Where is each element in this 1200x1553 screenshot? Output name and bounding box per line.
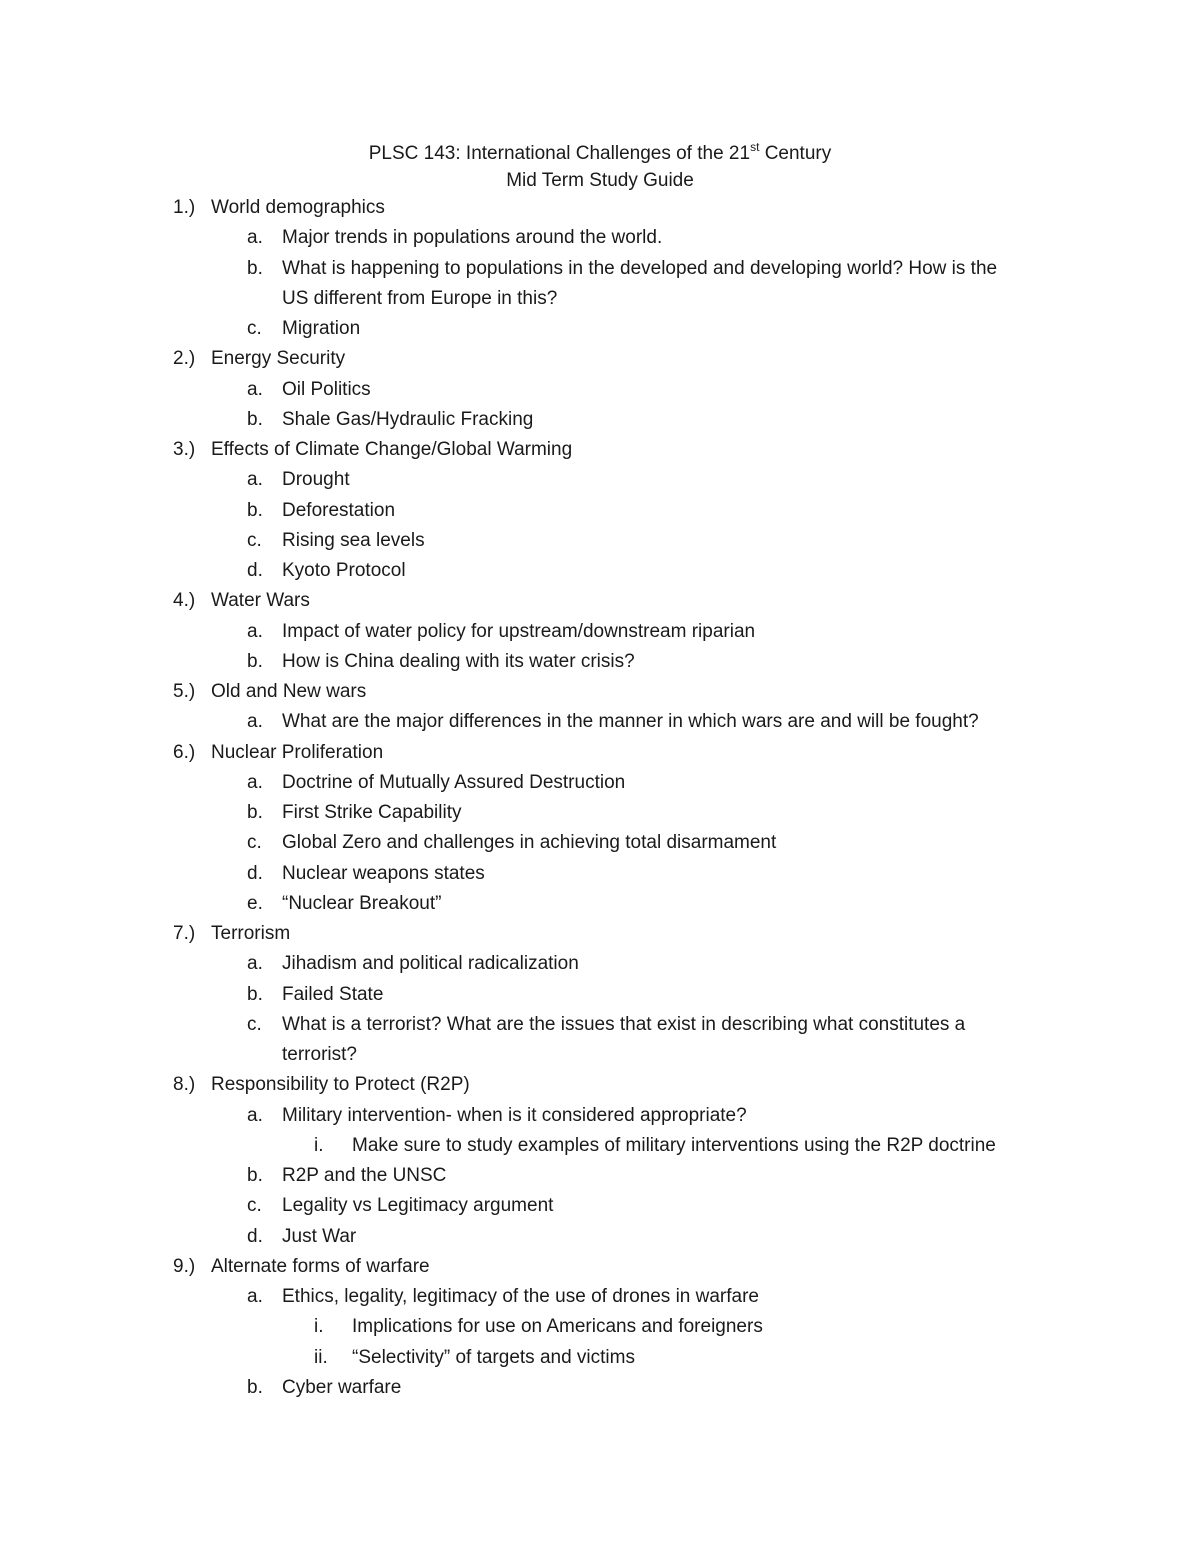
outline-marker: a.: [247, 953, 263, 975]
outline-marker: c.: [247, 1013, 262, 1035]
outline-text: terrorist?: [282, 1044, 357, 1065]
outline-text: What are the major differences in the manner in which wars are and will be fought?: [282, 711, 979, 733]
outline-text: Migration: [282, 318, 361, 339]
outline-marker: c.: [247, 832, 262, 854]
outline-marker: i.: [314, 1134, 324, 1156]
outline-marker: c.: [247, 529, 262, 551]
outline-marker: b.: [247, 983, 263, 1005]
outline-marker: d.: [247, 1225, 263, 1247]
outline-text: Impact of water policy for upstream/downstream riparian: [282, 620, 756, 642]
outline-marker: a.: [247, 469, 263, 491]
outline-marker: b.: [247, 257, 263, 279]
outline-text: Alternate forms of warfare: [211, 1255, 430, 1277]
title-superscript: st: [750, 140, 760, 154]
outline-text: US different from Europe in this?: [282, 287, 558, 309]
outline-marker: 2.): [173, 348, 196, 370]
outline-text: “Nuclear Breakout”: [282, 892, 442, 914]
outline-marker: 5.): [173, 681, 196, 702]
outline-marker: b.: [247, 1165, 263, 1186]
outline-marker: c.: [247, 1195, 262, 1217]
outline-text: Doctrine of Mutually Assured Destruction: [282, 771, 626, 793]
outline-text: Water Wars: [211, 590, 310, 612]
outline-text: Nuclear Proliferation: [211, 741, 384, 763]
outline-text: World demographics: [211, 197, 385, 218]
outline-marker: 9.): [173, 1255, 196, 1277]
outline-marker: 4.): [173, 590, 196, 612]
outline-text: Military intervention- when is it considered appropriate?: [282, 1104, 747, 1126]
outline-text: Cyber warfare: [282, 1376, 402, 1398]
outline-text: Deforestation: [282, 499, 396, 521]
outline-marker: 7.): [173, 923, 196, 944]
outline-text: Major trends in populations around the world.: [282, 227, 663, 249]
outline-text: What is a terrorist? What are the issues that exist in describing what constitutes a: [282, 1013, 966, 1035]
outline-text: Global Zero and challenges in achieving total disarmament: [282, 832, 777, 854]
outline-marker: c.: [247, 318, 262, 339]
outline-text: Jihadism and political radicalization: [282, 953, 579, 975]
outline-text: Effects of Climate Change/Global Warming: [211, 439, 573, 460]
outline-marker: d.: [247, 560, 263, 581]
outline-text: First Strike Capability: [282, 802, 462, 823]
outline-marker: 6.): [173, 741, 196, 763]
outline-marker: 1.): [173, 197, 196, 218]
outline-text: Energy Security: [211, 348, 346, 370]
outline-text: “Selectivity” of targets and victims: [352, 1346, 635, 1368]
outline-marker: b.: [247, 650, 263, 672]
outline-text: Nuclear weapons states: [282, 862, 485, 884]
outline-text: Kyoto Protocol: [282, 560, 406, 581]
outline-marker: b.: [247, 408, 263, 430]
outline-marker: a.: [247, 227, 263, 249]
outline-marker: d.: [247, 862, 263, 884]
outline-text: Shale Gas/Hydraulic Fracking: [282, 408, 534, 430]
outline-text: R2P and the UNSC: [282, 1165, 447, 1186]
outline-marker: a.: [247, 711, 263, 733]
outline-text: Failed State: [282, 983, 384, 1005]
title-end: Century: [759, 143, 832, 164]
outline-text: Terrorism: [211, 923, 291, 944]
outline-text: Oil Politics: [282, 378, 371, 400]
outline-marker: a.: [247, 378, 263, 400]
outline-text: Drought: [282, 469, 350, 491]
title-main: PLSC 143: International Challenges of the 21: [368, 143, 751, 164]
outline-text: What is happening to populations in the developed and developing world? How is the: [282, 257, 998, 279]
outline-text: Just War: [282, 1225, 357, 1247]
outline-text: Responsibility to Protect (R2P): [211, 1074, 470, 1096]
outline-marker: 3.): [173, 439, 196, 460]
outline-marker: b.: [247, 802, 263, 823]
outline-marker: e.: [247, 892, 263, 914]
outline-text: Make sure to study examples of military interventions using the R2P doctrine: [352, 1134, 996, 1156]
outline-text: Implications for use on Americans and foreigners: [352, 1316, 763, 1338]
document-title: [0, 141, 1200, 167]
outline-marker: b.: [247, 1376, 263, 1398]
outline-marker: a.: [247, 771, 263, 793]
outline-marker: a.: [247, 1286, 263, 1307]
outline-marker: ii.: [314, 1346, 328, 1368]
outline-marker: a.: [247, 1104, 263, 1126]
outline-marker: a.: [247, 620, 263, 642]
outline-text: Rising sea levels: [282, 529, 425, 551]
outline-text: Ethics, legality, legitimacy of the use of drones in warfare: [282, 1286, 759, 1307]
outline-marker: i.: [314, 1316, 324, 1338]
outline-text: Old and New wars: [211, 681, 367, 702]
outline-marker: 8.): [173, 1074, 196, 1096]
outline-marker: b.: [247, 499, 263, 521]
outline-text: Legality vs Legitimacy argument: [282, 1195, 554, 1217]
document-subtitle: Mid Term Study Guide: [506, 170, 694, 191]
outline-text: How is China dealing with its water crisis?: [282, 650, 635, 672]
